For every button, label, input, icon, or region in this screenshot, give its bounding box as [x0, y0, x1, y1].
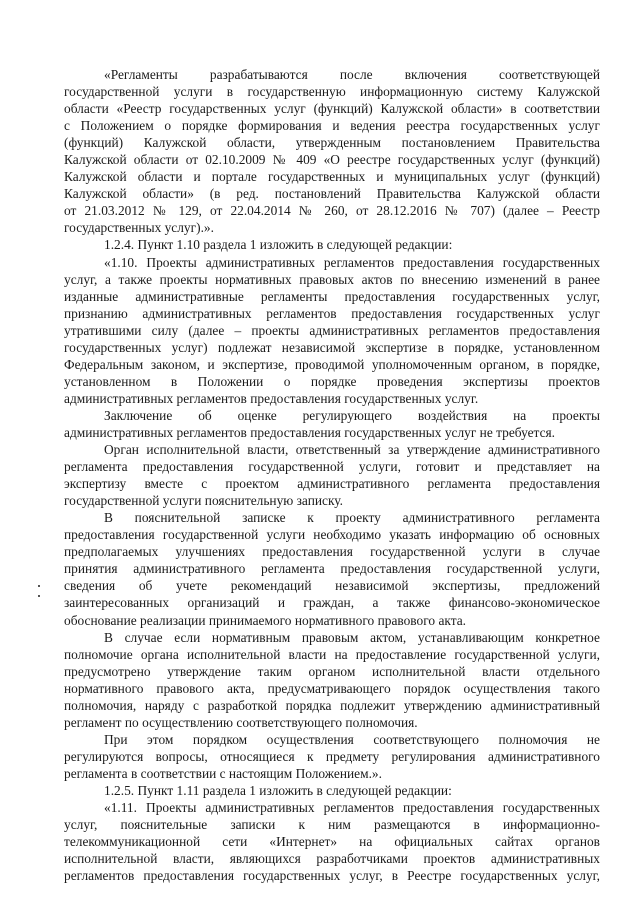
- text-line: экспертизу вместе с проектом административного регламента предоставления: [64, 476, 600, 492]
- text-line: государственной услуги в государственную информационную систему Калужской: [64, 84, 600, 100]
- text-line: регламента предоставления государственной услуги, готовит и представляет на: [64, 459, 600, 475]
- text-line: 1.2.5. Пункт 1.11 раздела 1 изложить в следующей редакции:: [104, 782, 452, 798]
- text-line: «1.11. Проекты административных регламентов предоставления государственных: [104, 800, 600, 816]
- scan-dot: [38, 585, 40, 587]
- text-line: изданные административные регламенты предоставления государственных услуг,: [64, 288, 600, 304]
- text-line: административных регламентов предоставления государственных услуг.: [64, 390, 479, 406]
- text-line: предполагаемых улучшениях предоставления государственной услуги в случае: [64, 544, 600, 560]
- text-line: регламента в соответствии с настоящим Положением.».: [64, 765, 382, 781]
- text-line: обоснование реализации принимаемого нормативного правового акта.: [64, 612, 467, 628]
- document-page: [64, 66, 600, 884]
- text-line: (функций) Калужской области, утвержденным постановлением Правительства: [64, 135, 600, 151]
- text-line: регламент по осуществлению соответствующего полномочия.: [64, 714, 418, 730]
- text-line: 1.2.4. Пункт 1.10 раздела 1 изложить в следующей редакции:: [104, 237, 453, 253]
- text-line: Федеральным законом, и экспертизе, проводимой уполномоченным органом, в порядке,: [64, 356, 600, 372]
- text-line: Калужской области» (в ред. постановлений Правительства Калужской области: [64, 186, 600, 202]
- text-line: исполнительной власти, являющихся разработчиками проектов административных: [64, 851, 600, 867]
- text-line: регулируются вопросы, относящиеся к предмету регулирования административного: [64, 748, 600, 764]
- text-line: утратившими силу (далее – проекты административных регламентов предоставления: [64, 322, 600, 338]
- text-line: признанию административных регламентов предоставления государственных услуг: [64, 305, 600, 321]
- text-line: предусмотрено утверждение таким органом исполнительной власти отдельного: [64, 663, 600, 679]
- text-line: «Регламенты разрабатываются после включения соответствующей: [104, 67, 600, 82]
- text-line: услуг, пояснительные записки к ним размещаются в информационно-: [64, 817, 600, 833]
- text-line: государственных услуг) подлежат независимой экспертизе в порядке, установленном: [64, 339, 600, 355]
- text-line: телекоммуникационной сети «Интернет» на официальных сайтах органов: [64, 834, 600, 850]
- text-line: Калужской области от 02.10.2009 № 409 «О реестре государственных услуг (функций): [64, 152, 600, 168]
- text-line: услуг, а также проекты нормативных правовых актов по внесению изменений в ранее: [64, 271, 600, 287]
- text-line: предоставления государственной услуги необходимо указать информацию об основных: [64, 527, 600, 543]
- text-line: полномочие органа исполнительной власти на предоставление государственной услуги,: [64, 646, 600, 662]
- text-line: В случае если нормативным правовым актом, устанавливающим конкретное: [104, 629, 600, 645]
- text-line: от 21.03.2012 № 129, от 22.04.2014 № 260, от 28.12.2016 № 707) (далее – Реестр: [64, 203, 600, 219]
- scan-dot: [38, 595, 40, 597]
- text-line: области «Реестр государственных услуг (функций) Калужской области» в соответствии: [64, 101, 600, 117]
- text-line: государственных услуг).».: [64, 220, 214, 236]
- text-line: В пояснительной записке к проекту административного регламента: [104, 510, 600, 526]
- text-line: с Положением о порядке формирования и ведения реестра государственных услуг: [64, 118, 600, 134]
- text-line: установленном в Положении о порядке проведения экспертизы проектов: [64, 373, 600, 389]
- text-line: государственной услуги пояснительную записку.: [64, 493, 343, 509]
- text-line: сведения об учете рекомендаций независимой экспертизы, предложений: [64, 578, 600, 594]
- text-line: Заключение об оценке регулирующего воздействия на проекты: [104, 407, 600, 423]
- text-line: При этом порядком осуществления соответствующего полномочия не: [104, 731, 600, 747]
- text-line: регламентов предоставления государственных услуг, в Реестре государственных услуг,: [64, 868, 600, 884]
- text-line: Орган исполнительной власти, ответственный за утверждение административного: [104, 442, 600, 458]
- text-line: полномочия, наряду с разработкой порядка подлежит утверждению административный: [64, 697, 600, 713]
- text-line: принятия административного регламента предоставления государственной услуги,: [64, 561, 600, 577]
- text-line: заинтересованных организаций и граждан, а также финансово-экономическое: [64, 595, 600, 611]
- text-line: нормативного правового акта, предусматривающего порядок осуществления такого: [64, 680, 600, 696]
- text-line: административных регламентов предоставления государственных услуг не требуется.: [64, 424, 556, 440]
- text-line: «1.10. Проекты административных регламентов предоставления государственных: [104, 254, 600, 270]
- text-line: Калужской области и портале государственных и муниципальных услуг (функций): [64, 169, 600, 185]
